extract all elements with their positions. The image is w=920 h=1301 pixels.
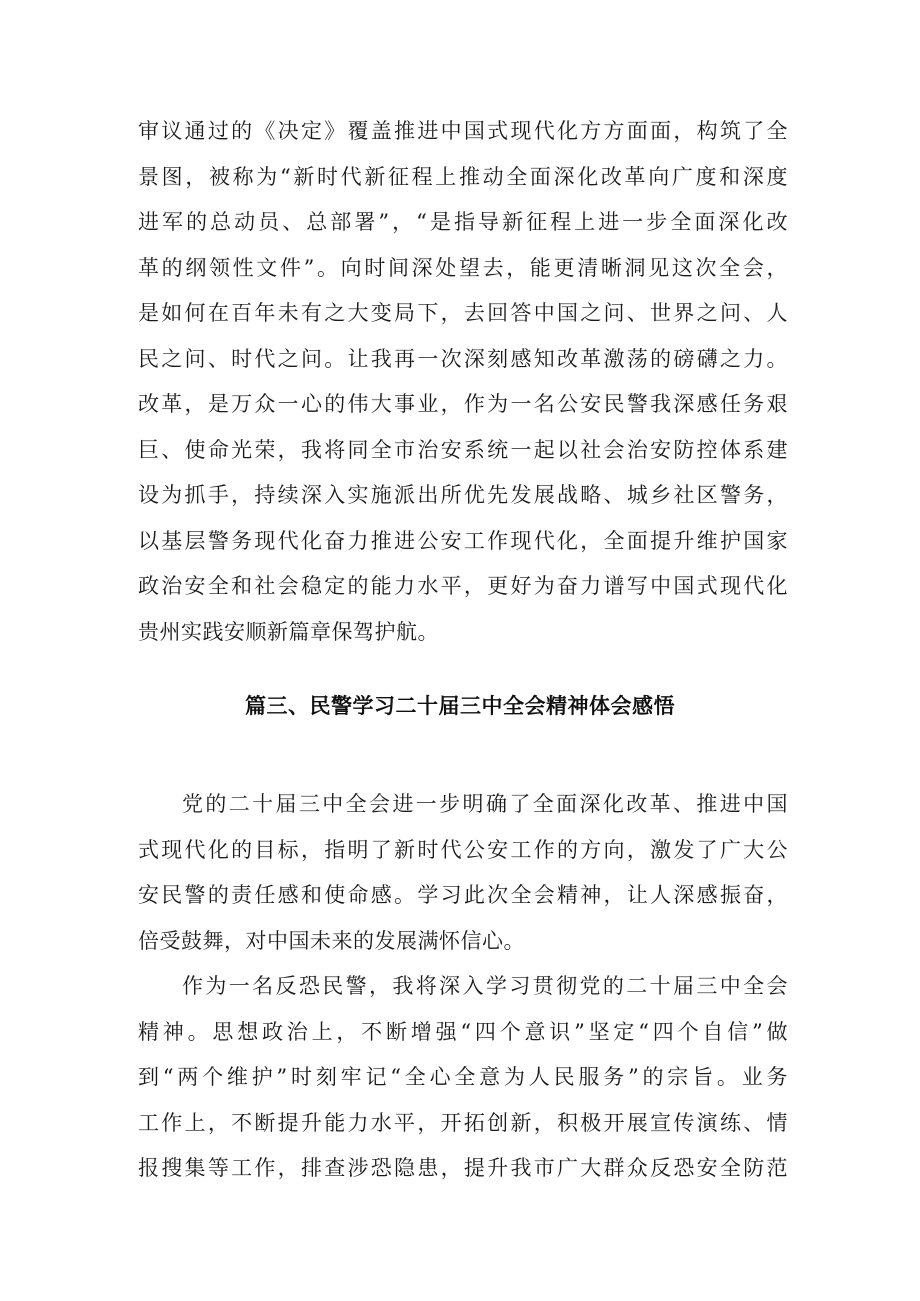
- text-line: 安民警的责任感和使命感。学习此次全会精神，让人深感振奋，: [138, 883, 788, 907]
- paragraph-commitment: [138, 964, 788, 1192]
- text-line: 倍受鼓舞，对中国未来的发展满怀信心。: [138, 928, 525, 953]
- text-line: 精神。思想政治上，不断增强“四个意识”坚定“四个自信”做: [138, 1019, 788, 1044]
- text-line: 式现代化的目标，指明了新时代公安工作的方向，激发了广大公: [138, 837, 788, 862]
- text-line: 进军的总动员、总部署”，“是指导新征程上进一步全面深化改: [138, 210, 788, 234]
- paragraph-continuation: [138, 109, 788, 655]
- text-line: 设为抓手，持续深入实施派出所优先发展战略、城乡社区警务，: [138, 483, 788, 507]
- section-heading: 篇三、民警学习二十届三中全会精神体会感悟: [245, 694, 675, 718]
- text-line: 革的纲领性文件”。向时间深处望去，能更清晰洞见这次全会，: [138, 255, 788, 280]
- text-line: 报搜集等工作，排查涉恐隐患，提升我市广大群众反恐安全防范: [138, 1156, 788, 1180]
- text-line: 审议通过的《决定》覆盖推进中国式现代化方方面面，构筑了全: [138, 119, 788, 143]
- text-line: 到“两个维护”时刻牢记“全心全意为人民服务”的宗旨。业务: [138, 1065, 788, 1089]
- text-line: 作为一名反恐民警，我将深入学习贯彻党的二十届三中全会: [182, 974, 788, 998]
- text-line: 以基层警务现代化奋力推进公安工作现代化，全面提升维护国家: [138, 528, 788, 553]
- text-line: 民之问、时代之问。让我再一次深刻感知改革激荡的磅礴之力。: [138, 346, 788, 371]
- text-line: 政治安全和社会稳定的能力水平，更好为奋力谱写中国式现代化: [138, 574, 788, 598]
- text-line: 贵州实践安顺新篇章保驾护航。: [138, 619, 439, 644]
- paragraph-intro: [138, 782, 788, 964]
- text-line: 巨、使命光荣，我将同全市治安系统一起以社会治安防控体系建: [138, 437, 788, 462]
- text-line: 景图，被称为“新时代新征程上推动全面深化改革向广度和深度: [138, 164, 788, 189]
- text-line: 改革，是万众一心的伟大事业，作为一名公安民警我深感任务艰: [138, 392, 788, 416]
- text-line: 党的二十届三中全会进一步明确了全面深化改革、推进中国: [182, 792, 788, 816]
- text-line: 是如何在百年未有之大变局下，去回答中国之问、世界之问、人: [138, 301, 788, 325]
- text-line: 工作上，不断提升能力水平，开拓创新，积极开展宣传演练、情: [138, 1110, 788, 1135]
